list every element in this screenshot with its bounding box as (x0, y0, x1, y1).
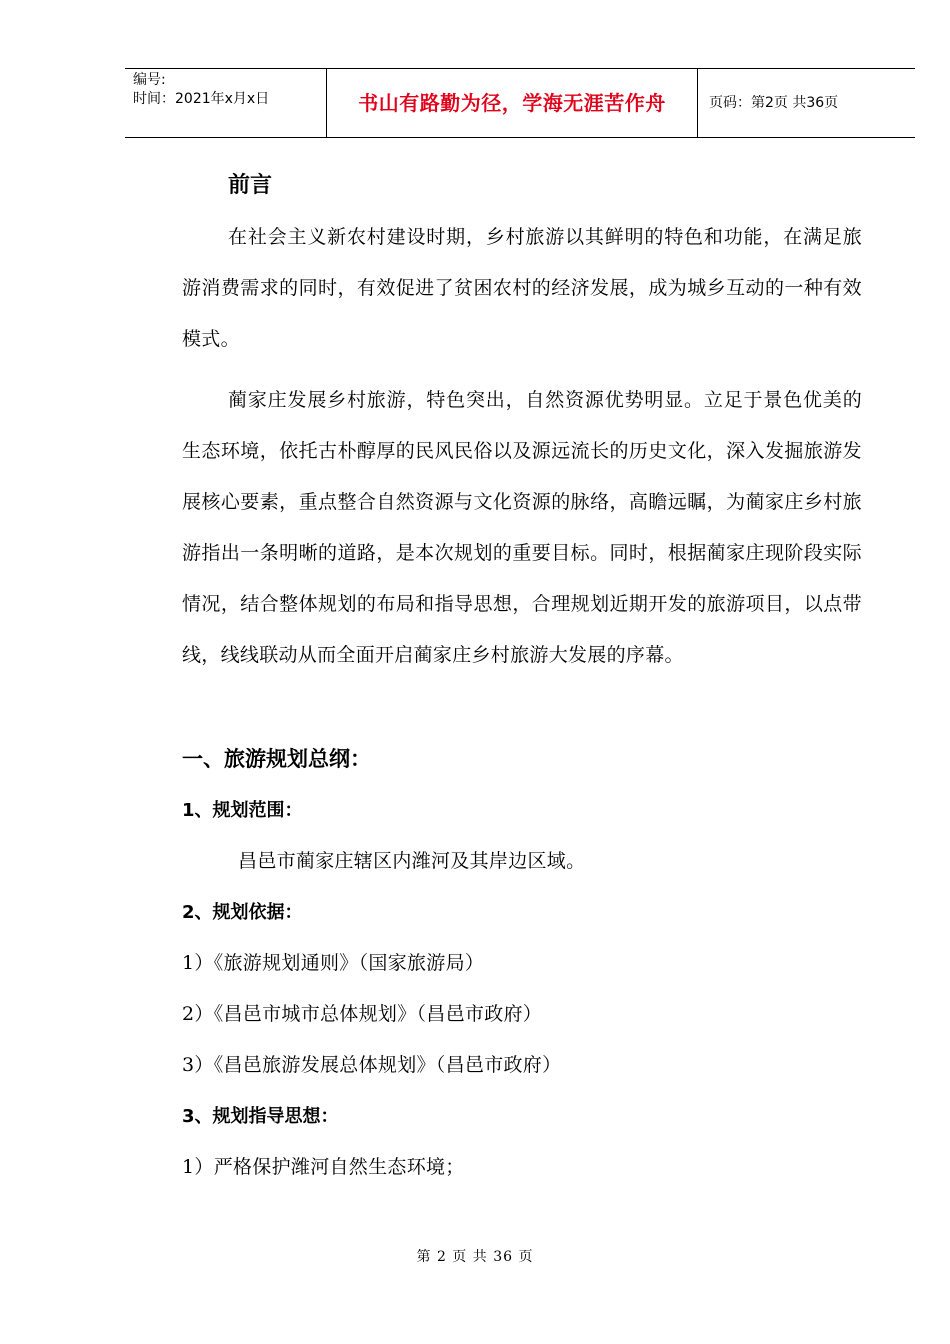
preface-paragraph-1: 在社会主义新农村建设时期，乡村旅游以其鲜明的特色和功能，在满足旅游消费需求的同时，有效促进了贫困农村的经济发展，成为城乡互动的一种有效模式。 (182, 226, 862, 350)
subsection-title-scope: 1、规划范围： (182, 800, 303, 821)
subsection-title-basis: 2、规划依据： (182, 902, 303, 923)
document-body (182, 160, 862, 1193)
basis-item-3: 3）《昌邑旅游发展总体规划》（昌邑市政府） (182, 1054, 562, 1076)
guiding-item-1: 1）严格保护潍河自然生态环境； (182, 1156, 465, 1178)
header-meta (133, 71, 269, 109)
serial-label: 编号: (133, 72, 166, 88)
section-title: 一、旅游规划总纲： (182, 747, 371, 771)
page-footer: 第 2 页 共 36 页 (416, 1249, 534, 1265)
header-page-info: 页码：第2页 共36页 (709, 95, 839, 111)
header-divider (697, 69, 698, 137)
scope-text: 昌邑市蔺家庄辖区内潍河及其岸边区域。 (238, 850, 586, 872)
preface-paragraph-2: 蔺家庄发展乡村旅游，特色突出，自然资源优势明显。立足于景色优美的生态环境，依托古朴醇厚的民风民俗以及源远流长的历史文化，深入发掘旅游发展核心要素，重点整合自然资源与文化资源的脉络，高瞻远瞩，为蔺家庄乡村旅游指出一条明晰的道路，是本次规划的重要目标。同时，根据蔺家庄现阶段实际情况，结合整体规划的布局和指导思想，合理规划近期开发的旅游项目，以点带线，线线联动从而全面开启蔺家庄乡村旅游大发展的序幕。 (182, 389, 862, 666)
subsection-title-guiding: 3、规划指导思想： (182, 1106, 339, 1127)
basis-item-2: 2）《昌邑市城市总体规划》（昌邑市政府） (182, 1003, 543, 1025)
header-motto: 书山有路勤为径，学海无涯苦作舟 (358, 91, 666, 115)
time-label: 时间：2021年x月x日 (133, 91, 270, 107)
preface-title: 前言 (228, 173, 273, 198)
page-header (125, 68, 915, 138)
basis-item-1: 1）《旅游规划通则》（国家旅游局） (182, 952, 485, 974)
